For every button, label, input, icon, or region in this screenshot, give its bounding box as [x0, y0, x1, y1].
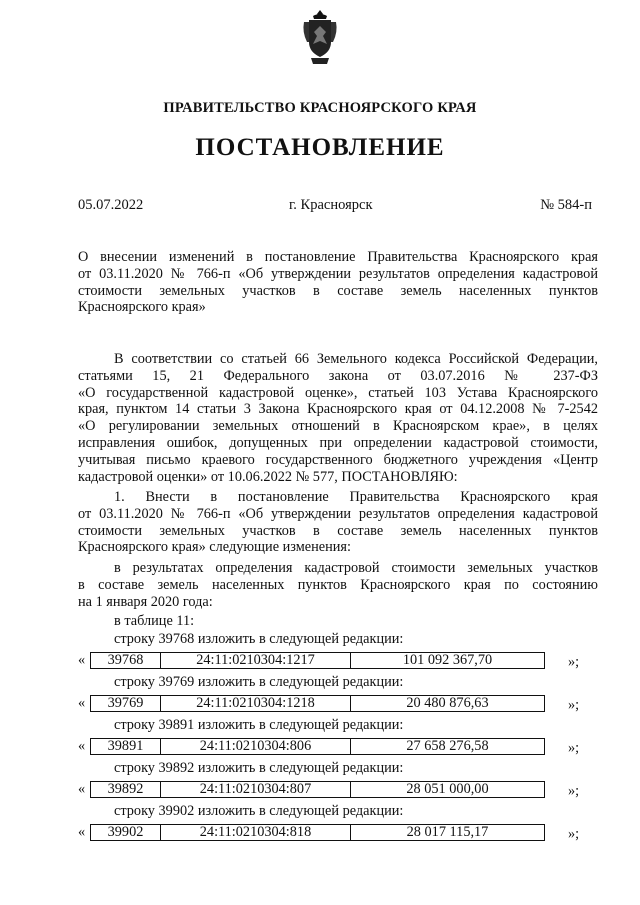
- row-table: [90, 738, 545, 755]
- preamble-line: исправления ошибок, допущенных при определении кадастровой стоимости,: [78, 434, 598, 451]
- quote-close: »;: [568, 697, 580, 713]
- cadastral-number-cell: 24:11:0210304:806: [161, 739, 351, 754]
- row-instruction: строку 39769 изложить в следующей редакции:: [114, 674, 404, 690]
- preamble-line: «О регулировании земельных отношений в Красноярском крае», в целях: [78, 418, 598, 435]
- row-number-cell: 39892: [91, 782, 161, 797]
- row-instruction: строку 39892 изложить в следующей редакции:: [114, 760, 404, 776]
- row-table: [90, 781, 545, 798]
- cadastral-value-cell: 101 092 367,70: [402, 652, 493, 668]
- item-1-line: 1. Внести в постановление Правительства Красноярского края: [114, 489, 598, 505]
- quote-close: »;: [568, 654, 580, 670]
- government-name: ПРАВИТЕЛЬСТВО КРАСНОЯРСКОГО КРАЯ: [163, 100, 477, 116]
- quote-open: «: [78, 695, 86, 711]
- results-line: в результатах определения кадастровой стоимости земельных участков: [114, 560, 598, 576]
- quote-close: »;: [568, 826, 580, 842]
- item-1-line: стоимости земельных участков в составе земель населенных пунктов: [78, 522, 598, 539]
- item-1-line: Красноярского края» следующие изменения:: [78, 539, 351, 556]
- preamble-line: «О государственной кадастровой оценке», статьей 103 Устава Красноярского: [78, 384, 598, 401]
- subject-line: О внесении изменений в постановление Правительства Красноярского края: [78, 249, 598, 265]
- results-line: в составе земель населенных пунктов Красноярского края по состоянию: [78, 576, 598, 593]
- quote-open: «: [78, 652, 86, 668]
- row-number-cell: 39769: [91, 696, 161, 711]
- table-row: [78, 695, 598, 712]
- quote-open: «: [78, 738, 86, 754]
- row-instruction: строку 39768 изложить в следующей редакции:: [114, 631, 404, 647]
- row-table: [90, 824, 545, 841]
- cadastral-number-cell: 24:11:0210304:1217: [161, 653, 351, 668]
- results-paragraph: [78, 560, 598, 610]
- row-table: [90, 695, 545, 712]
- document-number: № 584-п: [540, 197, 592, 213]
- subject-line: Красноярского края»: [78, 299, 206, 316]
- preamble-line: учитывая письмо краевого государственного бюджетного учреждения «Центр: [78, 451, 598, 468]
- document-date: 05.07.2022: [78, 197, 144, 213]
- preamble-line: В соответствии со статьей 66 Земельного кодекса Российской Федерации,: [114, 351, 598, 367]
- cadastral-number-cell: 24:11:0210304:818: [161, 825, 351, 840]
- preamble-line: края, пунктом 14 статьи 3 Закона Красноярского края от 04.12.2008 № 7-2542: [78, 401, 598, 418]
- table-intro: в таблице 11:: [114, 613, 195, 629]
- quote-open: «: [78, 824, 86, 840]
- krasnoyarsk-coat-of-arms-icon: [301, 8, 339, 68]
- preamble-line: кадастровой оценки» от 10.06.2022 № 577, ПОСТАНОВЛЯЮ:: [78, 468, 458, 485]
- subject-line: от 03.11.2020 № 766-п «Об утверждении результатов определения кадастровой: [78, 265, 598, 282]
- row-instruction: строку 39902 изложить в следующей редакции:: [114, 803, 404, 819]
- item-1-paragraph: [78, 489, 598, 556]
- table-row: [78, 652, 598, 669]
- quote-close: »;: [568, 783, 580, 799]
- table-row: [78, 738, 598, 755]
- document-city: г. Красноярск: [289, 197, 373, 213]
- row-instruction: строку 39891 изложить в следующей редакции:: [114, 717, 404, 733]
- cadastral-number-cell: 24:11:0210304:1218: [161, 696, 351, 711]
- table-row: [78, 824, 598, 841]
- quote-open: «: [78, 781, 86, 797]
- row-number-cell: 39768: [91, 653, 161, 668]
- cadastral-value-cell: 20 480 876,63: [406, 695, 489, 711]
- item-1-line: от 03.11.2020 № 766-п «Об утверждении результатов определения кадастровой: [78, 505, 598, 522]
- cadastral-number-cell: 24:11:0210304:807: [161, 782, 351, 797]
- preamble-line: статьями 15, 21 Федерального закона от 03.07.2016 № 237-ФЗ: [78, 367, 598, 384]
- document-type: ПОСТАНОВЛЕНИЕ: [195, 134, 445, 161]
- quote-close: »;: [568, 740, 580, 756]
- cadastral-value-cell: 28 017 115,17: [406, 824, 489, 840]
- preamble-paragraph: [78, 351, 598, 485]
- cadastral-value-cell: 27 658 276,58: [406, 738, 489, 754]
- row-number-cell: 39902: [91, 825, 161, 840]
- results-line: на 1 января 2020 года:: [78, 593, 213, 610]
- row-table: [90, 652, 545, 669]
- table-row: [78, 781, 598, 798]
- row-number-cell: 39891: [91, 739, 161, 754]
- subject-line: стоимости земельных участков в составе земель населенных пунктов: [78, 282, 598, 299]
- cadastral-value-cell: 28 051 000,00: [406, 781, 489, 797]
- document-subject: [78, 249, 598, 316]
